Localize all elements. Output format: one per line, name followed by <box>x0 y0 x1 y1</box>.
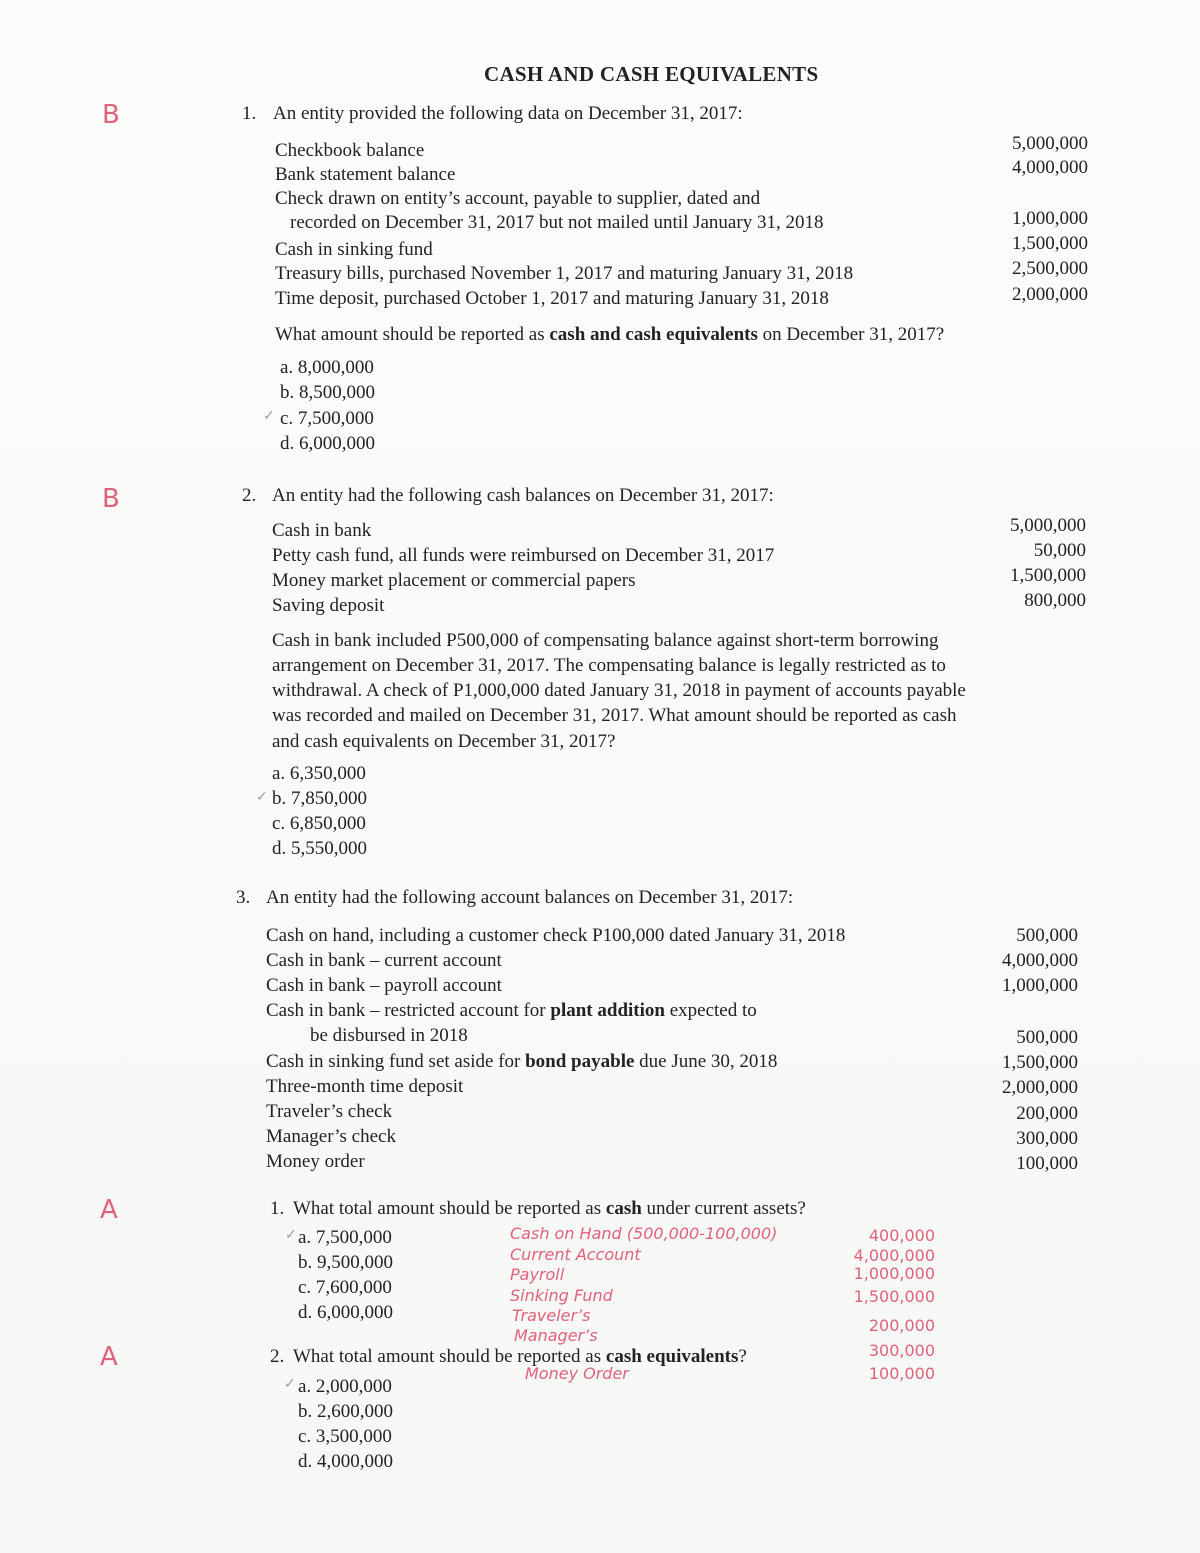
q2-stem: An entity had the following cash balances on December 31, 2017: <box>272 485 774 506</box>
q1-item-label: Checkbook balance <box>275 140 425 161</box>
q2-number: 2. <box>242 485 257 506</box>
q3-item-label: Cash in bank – payroll account <box>266 975 502 996</box>
handwritten-amount: 1,500,000 <box>853 1287 935 1306</box>
q3-item-amount: 100,000 <box>1016 1153 1078 1174</box>
q2-paragraph-line: was recorded and mailed on December 31, 2017. What amount should be reported as cash <box>272 705 957 726</box>
q2-option: a. 6,350,000 <box>272 763 366 784</box>
handwritten-label: Money Order <box>525 1364 629 1383</box>
q2-item-amount: 800,000 <box>1024 590 1086 611</box>
q2-item-label: Saving deposit <box>272 595 385 616</box>
q3-sub2-option: a. 2,000,000 <box>298 1376 392 1397</box>
q3-item-amount: 200,000 <box>1016 1103 1078 1124</box>
q3-number: 3. <box>236 887 251 908</box>
q3-item-label: Cash in bank – restricted account for plant addition expected to <box>266 1000 757 1021</box>
q2-option: b. 7,850,000 <box>272 788 367 809</box>
margin-mark-q3-2: A <box>100 1342 118 1372</box>
q3-sub2-option: d. 4,000,000 <box>298 1451 393 1472</box>
handwritten-amount: 100,000 <box>868 1364 935 1383</box>
q1-stem: An entity provided the following data on December 31, 2017: <box>273 103 743 124</box>
q2-option: d. 5,550,000 <box>272 838 367 859</box>
q3-item-label: Cash in sinking fund set aside for bond payable due June 30, 2018 <box>266 1051 778 1072</box>
check-tick-icon: ✓ <box>285 1228 297 1243</box>
q1-item-amount: 5,000,000 <box>1012 133 1088 154</box>
q1-item-amount: 1,500,000 <box>1012 233 1088 254</box>
handwritten-label: Manager’s <box>514 1326 598 1345</box>
q1-item-label: Bank statement balance <box>275 164 456 185</box>
q3-stem: An entity had the following account balances on December 31, 2017: <box>266 887 794 908</box>
q2-option: c. 6,850,000 <box>272 813 366 834</box>
q3-sub1-number: 1. <box>270 1198 285 1219</box>
handwritten-amount: 4,000,000 <box>853 1246 935 1265</box>
q1-item-amount: 4,000,000 <box>1012 157 1088 178</box>
q1-item-label: Check drawn on entity’s account, payable to supplier, dated and <box>275 188 761 209</box>
q3-sub2-number: 2. <box>270 1346 285 1367</box>
q3-item-label: Cash in bank – current account <box>266 950 502 971</box>
q1-item-label: Treasury bills, purchased November 1, 2017 and maturing January 31, 2018 <box>275 263 854 284</box>
handwritten-label: Cash on Hand (500,000-100,000) <box>510 1224 778 1243</box>
q3-item-amount: 300,000 <box>1016 1128 1078 1149</box>
q3-item-amount: 500,000 <box>1016 1027 1078 1048</box>
handwritten-amount: 1,000,000 <box>853 1264 935 1283</box>
q3-sub2-option: b. 2,600,000 <box>298 1401 393 1422</box>
q3-item-amount: 500,000 <box>1016 925 1078 946</box>
q3-item-amount: 1,000,000 <box>1002 975 1078 996</box>
q3-sub1-option: a. 7,500,000 <box>298 1227 392 1248</box>
margin-mark-q1: B <box>102 100 120 130</box>
q3-item-amount: 4,000,000 <box>1002 950 1078 971</box>
q2-item-amount: 50,000 <box>1033 540 1086 561</box>
q3-item-label: Money order <box>266 1151 365 1172</box>
q3-item-label: Cash on hand, including a customer check P100,000 dated January 31, 2018 <box>266 925 846 946</box>
q2-item-label: Money market placement or commercial papers <box>272 570 636 591</box>
q2-item-amount: 1,500,000 <box>1010 565 1086 586</box>
q3-sub2-option: c. 3,500,000 <box>298 1426 392 1447</box>
q3-item-label: Manager’s check <box>266 1126 396 1147</box>
q3-item-label: Three-month time deposit <box>266 1076 464 1097</box>
q3-item-label: Traveler’s check <box>266 1101 393 1122</box>
q1-option: a. 8,000,000 <box>280 357 374 378</box>
q3-item-label: be disbursed in 2018 <box>310 1025 468 1046</box>
q1-item-amount: 2,500,000 <box>1012 258 1088 279</box>
q1-item-label: Cash in sinking fund <box>275 239 433 260</box>
q2-item-label: Petty cash fund, all funds were reimbursed on December 31, 2017 <box>272 545 775 566</box>
q1-item-amount: 1,000,000 <box>1012 208 1088 229</box>
check-tick-icon: ✓ <box>256 790 268 805</box>
q2-item-amount: 5,000,000 <box>1010 515 1086 536</box>
q1-item-amount: 2,000,000 <box>1012 284 1088 305</box>
q1-option: d. 6,000,000 <box>280 433 375 454</box>
check-tick-icon: ✓ <box>263 409 275 424</box>
handwritten-label: Current Account <box>510 1245 641 1264</box>
q3-item-amount: 1,500,000 <box>1002 1052 1078 1073</box>
q1-option: c. 7,500,000 <box>280 408 374 429</box>
handwritten-amount: 200,000 <box>868 1316 935 1335</box>
handwritten-label: Payroll <box>510 1265 565 1284</box>
q2-item-label: Cash in bank <box>272 520 372 541</box>
q3-sub1-option: d. 6,000,000 <box>298 1302 393 1323</box>
q1-item-label: recorded on December 31, 2017 but not mailed until January 31, 2018 <box>290 212 824 233</box>
q1-question: What amount should be reported as cash and cash equivalents on December 31, 2017? <box>275 324 945 345</box>
q2-paragraph-line: Cash in bank included P500,000 of compensating balance against short-term borrowing <box>272 630 939 651</box>
q1-number: 1. <box>242 103 257 124</box>
q2-paragraph-line: arrangement on December 31, 2017. The compensating balance is legally restricted as to <box>272 655 946 676</box>
q1-option: b. 8,500,000 <box>280 382 375 403</box>
q3-sub1-option: c. 7,600,000 <box>298 1277 392 1298</box>
q3-sub1-option: b. 9,500,000 <box>298 1252 393 1273</box>
check-tick-icon: ✓ <box>284 1377 296 1392</box>
margin-mark-q3-1: A <box>100 1195 118 1225</box>
q1-item-label: Time deposit, purchased October 1, 2017 and maturing January 31, 2018 <box>275 288 829 309</box>
handwritten-label: Traveler’s <box>512 1306 591 1325</box>
margin-mark-q2: B <box>102 484 120 514</box>
handwritten-label: Sinking Fund <box>510 1286 613 1305</box>
q2-paragraph-line: withdrawal. A check of P1,000,000 dated January 31, 2018 in payment of accounts payable <box>272 680 966 701</box>
page-title: CASH AND CASH EQUIVALENTS <box>484 62 819 86</box>
q3-sub1-question: What total amount should be reported as cash under current assets? <box>293 1198 806 1219</box>
q3-item-amount: 2,000,000 <box>1002 1077 1078 1098</box>
q3-sub2-question: What total amount should be reported as cash equivalents? <box>293 1346 747 1367</box>
q2-paragraph-line: and cash equivalents on December 31, 2017? <box>272 731 616 752</box>
handwritten-amount: 300,000 <box>868 1341 935 1360</box>
handwritten-amount: 400,000 <box>868 1226 935 1245</box>
